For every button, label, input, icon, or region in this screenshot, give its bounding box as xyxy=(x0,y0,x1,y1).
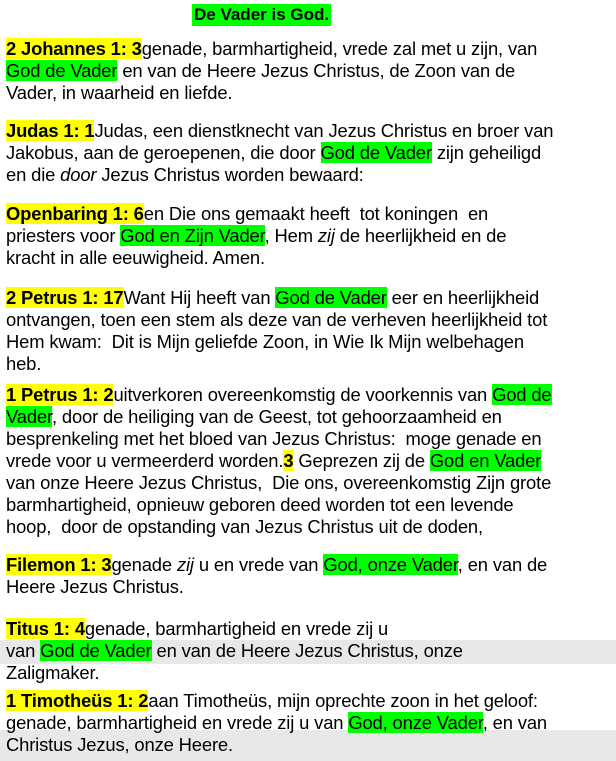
passage-text: Zaligmaker. xyxy=(6,662,100,683)
highlight-god-father: God de xyxy=(492,384,552,405)
passage-line xyxy=(6,353,41,375)
verse-reference: 1 Petrus 1: 2 xyxy=(6,384,114,405)
highlight-god-father: God de Vader xyxy=(6,60,118,81)
verse-reference: Titus 1: 4 xyxy=(6,618,85,639)
passage-text: , en van de xyxy=(457,554,548,575)
italic-word: zij xyxy=(317,225,335,246)
passage-text: barmhartigheid, opnieuw geboren deed worden tot een levende xyxy=(6,494,514,515)
passage-text: , en van xyxy=(482,712,547,733)
passage-text: Geprezen zij de xyxy=(293,450,430,471)
passage-line xyxy=(6,82,232,104)
page-title: De Vader is God. xyxy=(194,5,330,24)
passage-line xyxy=(6,662,99,684)
passage-text: besprenkeling met het bloed van Jezus Christus: moge genade en xyxy=(6,428,542,449)
italic-word: zij xyxy=(176,554,194,575)
verse-reference: 2 Petrus 1: 17 xyxy=(6,287,124,308)
italic-word: door xyxy=(60,164,97,185)
verse-reference: Judas 1: 1 xyxy=(6,120,95,141)
passage-text: Hem kwam: Dit is Mijn geliefde Zoon, in Wie Ik Mijn welbehagen xyxy=(6,331,524,352)
passage-text: genade, barmhartigheid, vrede zal met u zijn, van xyxy=(141,38,538,59)
highlight-god-father: God en Zijn Vader xyxy=(120,225,265,246)
passage-text: Judas, een dienstknecht van Jezus Christus en broer van xyxy=(94,120,554,141)
verse-reference: 2 Johannes 1: 3 xyxy=(6,38,142,59)
passage-line xyxy=(6,690,538,712)
passage-text: priesters voor xyxy=(6,225,121,246)
highlight-god-father: God de Vader xyxy=(275,287,387,308)
verse-reference: 1 Timotheüs 1: 2 xyxy=(6,690,149,711)
passage-text: Jezus Christus worden bewaard: xyxy=(96,164,364,185)
passage-text: u en vrede van xyxy=(193,554,324,575)
highlight-god-father: God en Vader xyxy=(429,450,542,471)
passage-line xyxy=(6,384,552,406)
passage-text: zijn geheiligd xyxy=(431,142,542,163)
passage-text: genade, barmhartigheid en vrede zij u van xyxy=(6,712,349,733)
passage-text: ontvangen, toen een stem als deze van de verheven heerlijkheid tot xyxy=(6,309,548,330)
passage-text: eer en heerlijkheid xyxy=(386,287,540,308)
highlight-god-father: God de Vader xyxy=(320,142,432,163)
passage-text: genade, barmhartigheid en vrede zij u xyxy=(84,618,389,639)
passage-line xyxy=(6,618,388,640)
passage-text: van onze Heere Jezus Christus, Die ons, overeenkomstig Zijn grote xyxy=(6,472,552,493)
highlight-god-father: God, onze Vader xyxy=(348,712,483,733)
passage-line xyxy=(6,516,483,538)
verse-reference: Openbaring 1: 6 xyxy=(6,203,144,224)
passage-text: en van de Heere Jezus Christus, de Zoon van de xyxy=(117,60,516,81)
passage-line xyxy=(6,472,551,494)
passage-line xyxy=(6,734,233,756)
passage-line xyxy=(6,247,265,269)
passage-text: kracht in alle eeuwigheid. Amen. xyxy=(6,247,265,268)
passage-line xyxy=(6,576,184,598)
passage-text: hoop, door de opstanding van Jezus Christus uit de doden, xyxy=(6,516,483,537)
passage-line xyxy=(6,554,547,576)
highlight-god-father: God de Vader xyxy=(40,640,152,661)
passage-line xyxy=(6,309,547,331)
passage-text: , Hem xyxy=(264,225,318,246)
passage-text: Christus Jezus, onze Heere. xyxy=(6,734,233,755)
passage-text: Vader, in waarheid en liefde. xyxy=(6,82,233,103)
passage-text: Heere Jezus Christus. xyxy=(6,576,184,597)
passage-line xyxy=(6,164,364,186)
passage-line xyxy=(6,428,541,450)
passage-line xyxy=(6,203,488,225)
passage-text: en Die ons gemaakt heeft tot koningen en xyxy=(143,203,489,224)
passage-text: vrede voor u vermeerderd worden. xyxy=(6,450,284,471)
passage-line xyxy=(6,712,547,734)
passage-text: heb. xyxy=(6,353,42,374)
passage-line xyxy=(6,406,502,428)
passage-text: en die xyxy=(6,164,61,185)
passage-text: en van de Heere Jezus Christus, onze xyxy=(151,640,463,661)
passage-text: Jakobus, aan de geroepenen, die door xyxy=(6,142,321,163)
passage-line xyxy=(6,225,506,247)
passage-line xyxy=(6,60,515,82)
passage-text: de heerlijkheid en de xyxy=(334,225,507,246)
passage-line xyxy=(6,640,463,662)
highlight-god-father: God, onze Vader xyxy=(323,554,458,575)
passage-line xyxy=(6,494,513,516)
passage-text: Want Hij heeft van xyxy=(123,287,276,308)
passage-text: genade xyxy=(111,554,177,575)
passage-text: uitverkoren overeenkomstig de voorkennis van xyxy=(113,384,493,405)
verse-number: 3 xyxy=(283,450,294,471)
passage-text: van xyxy=(6,640,41,661)
passage-line xyxy=(6,331,524,353)
verse-reference: Filemon 1: 3 xyxy=(6,554,112,575)
highlight-god-father: Vader xyxy=(6,406,52,427)
passage-line xyxy=(6,38,537,60)
passage-text: , door de heiliging van de Geest, tot gehoorzaamheid en xyxy=(51,406,502,427)
passage-line xyxy=(6,142,541,164)
passage-text: aan Timotheüs, mijn oprechte zoon in het geloof: xyxy=(148,690,538,711)
passage-line xyxy=(6,450,541,472)
passage-line xyxy=(6,120,553,142)
passage-line xyxy=(6,287,539,309)
